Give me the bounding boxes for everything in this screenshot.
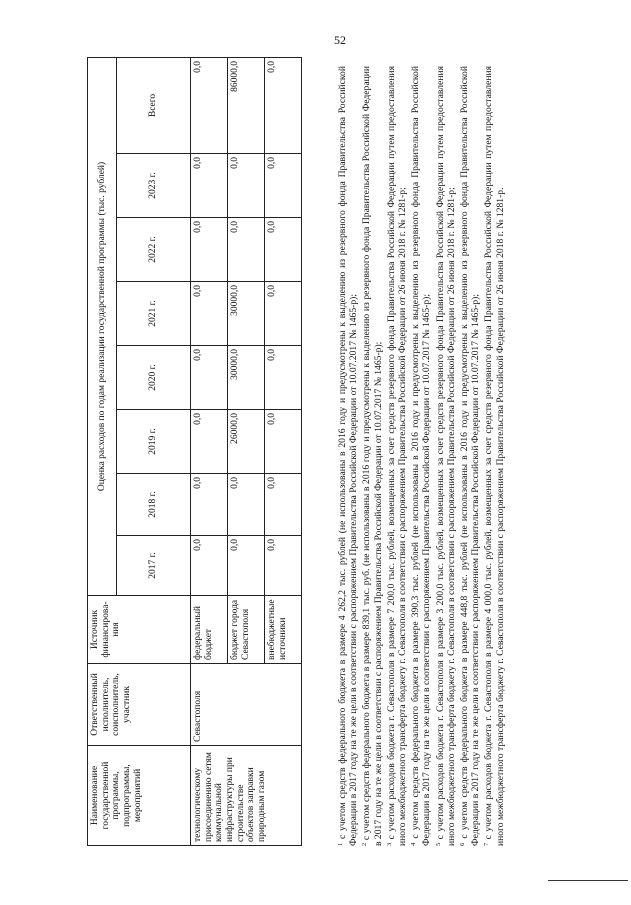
footnote (359, 66, 383, 846)
rotated-page-content (87, 58, 569, 846)
footnote-text: с учетом средств федерального бюджета в размере 390,3 тыс. рублей (не использованы в 2016 году и предусмотрены к выделению из резервного фонда Правительства Российской Федерации в 2017 году на те же цели в соответствии с распоряжением Правительства Российской Федерации от 10.07.2017 № 1465-р); (410, 66, 433, 846)
value-cell: 0,0 (265, 346, 302, 410)
footnote-text: с учетом средств федерального бюджета в размере 448,8 тыс. рублей (не использованы в 2016 году и предусмотрены к выделению из резервного фонда Правительства Российской Федерации в 2017 году на те же цели в соответствии с распоряжением Правительства Российской Федерации от 10.07.2017 № 1465-р); (459, 66, 482, 846)
value-cell: 30000,0 (228, 346, 265, 410)
value-cell: 0,0 (228, 536, 265, 596)
header-estimate: Оценка расходов по годам реализации государственной программы (тыс. рублей) (88, 57, 117, 595)
value-cell: 0,0 (265, 154, 302, 218)
footnote-text: с учетом расходов бюджета г. Севастополя в размере 3 200,0 тыс. рублей, возмещенных за счет средств резервного фонда Правительства Российской Федерации путем предоставления иного межбюджетного трансферта бюджету г. Севастополя в соответствии с распоряжением Правительства Российской Федерации от 26 июня 2018 г. № 1281-р; (434, 66, 457, 846)
footnote-number: 7 (483, 842, 491, 846)
total-cell: 0,0 (191, 57, 228, 153)
value-cell: 0,0 (191, 410, 228, 474)
header-year-2020: 2020 г. (117, 346, 191, 410)
value-cell: 0,0 (228, 218, 265, 282)
header-source: Источник финансирова-ния (88, 596, 191, 664)
footnotes (335, 66, 506, 846)
total-cell: 86000,0 (228, 57, 265, 153)
source-cell: бюджет города Севастополя (228, 596, 265, 664)
header-row-1 (88, 57, 117, 845)
footnote-text: с учетом средств федерального бюджета в размере 4 262,2 тыс. рублей (не использованы в 2016 году и предусмотрены к выделению из резервного фонда Правительства Российской Федерации в 2017 году на те же цели в соответствии с распоряжением Правительства Российской Федерации от 10.07.2017 № 1465-р); (337, 66, 360, 846)
header-year-2017: 2017 г. (117, 536, 191, 596)
page-number: 52 (334, 33, 346, 47)
header-total: Всего (117, 57, 191, 153)
footnote-text: с учетом расходов бюджета г. Севастополя в размере 4 000,0 тыс. рублей, возмещенных за счет средств резервного фонда Правительства Российской Федерации путем предоставления иного межбюджетного трансферта бюджету г. Севастополя в соответствии с распоряжением Правительства Российской Федерации от 26 июня 2018 г. № 1281-р. (483, 66, 506, 846)
value-cell: 0,0 (265, 282, 302, 346)
footnote (384, 66, 408, 846)
value-cell: 30000,0 (228, 282, 265, 346)
footnote (457, 66, 481, 846)
value-cell: 0,0 (191, 282, 228, 346)
separator-line (548, 880, 628, 881)
footnote-number: 2 (361, 842, 369, 846)
header-name: Наименование государственной программы, подпрограммы, мероприятий (88, 746, 191, 846)
footnote (433, 66, 457, 846)
header-year-2023: 2023 г. (117, 154, 191, 218)
total-cell: 0,0 (265, 57, 302, 153)
footnote (408, 66, 432, 846)
value-cell: 0,0 (265, 474, 302, 536)
value-cell: 0,0 (265, 536, 302, 596)
value-cell: 0,0 (228, 154, 265, 218)
value-cell: 0,0 (191, 154, 228, 218)
value-cell: 0,0 (265, 410, 302, 474)
source-cell: федеральный бюджет (191, 596, 228, 664)
header-year-2021: 2021 г. (117, 282, 191, 346)
value-cell: 0,0 (191, 218, 228, 282)
responsible-cell: Севастополя (191, 664, 302, 746)
footnote-number: 5 (434, 842, 442, 846)
footnote-text: с учетом средств федерального бюджета в размере 839,1 тыс. руб. (не использованы в 2016 году и предусмотрены к выделению из резервного фонда Правительства Российской Федерации в 2017 году на те же цели в соответствии с распоряжением Правительства Российской Федерации от 10.07.2017 № 1465-р); (361, 66, 384, 846)
header-year-2019: 2019 г. (117, 410, 191, 474)
footnote (481, 66, 505, 846)
footnote-number: 1 (337, 842, 344, 846)
footnote-text: с учетом расходов бюджета г. Севастополя в размере 7 200,0 тыс. рублей, возмещенных за счет средств резервного фонда Правительства Российской Федерации путем предоставления иного межбюджетного трансферта бюджету г. Севастополя в соответствии с распоряжением Правительства Российской Федерации от 26 июня 2018 г. № 1281-р; (385, 66, 409, 846)
value-cell: 0,0 (228, 474, 265, 536)
footnote (335, 66, 359, 846)
footnote-number: 6 (459, 842, 467, 846)
value-cell: 26000,0 (228, 410, 265, 474)
header-year-2022: 2022 г. (117, 218, 191, 282)
value-cell: 0,0 (191, 536, 228, 596)
header-year-2018: 2018 г. (117, 474, 191, 536)
source-cell: внебюджетные источники (265, 596, 302, 664)
footnote-number: 4 (410, 842, 418, 846)
value-cell: 0,0 (191, 346, 228, 410)
expenditure-table (87, 57, 302, 846)
activity-name-cell: технологическому присоединению сетям коммунальной инфраструктуры при строительстве объектов заправки природным газом (191, 746, 302, 846)
footnote-number: 3 (385, 842, 393, 846)
value-cell: 0,0 (191, 474, 228, 536)
value-cell: 0,0 (265, 218, 302, 282)
table-row-federal (191, 57, 228, 845)
header-responsible: Ответственный исполнитель, соисполнитель, участник (88, 664, 191, 746)
